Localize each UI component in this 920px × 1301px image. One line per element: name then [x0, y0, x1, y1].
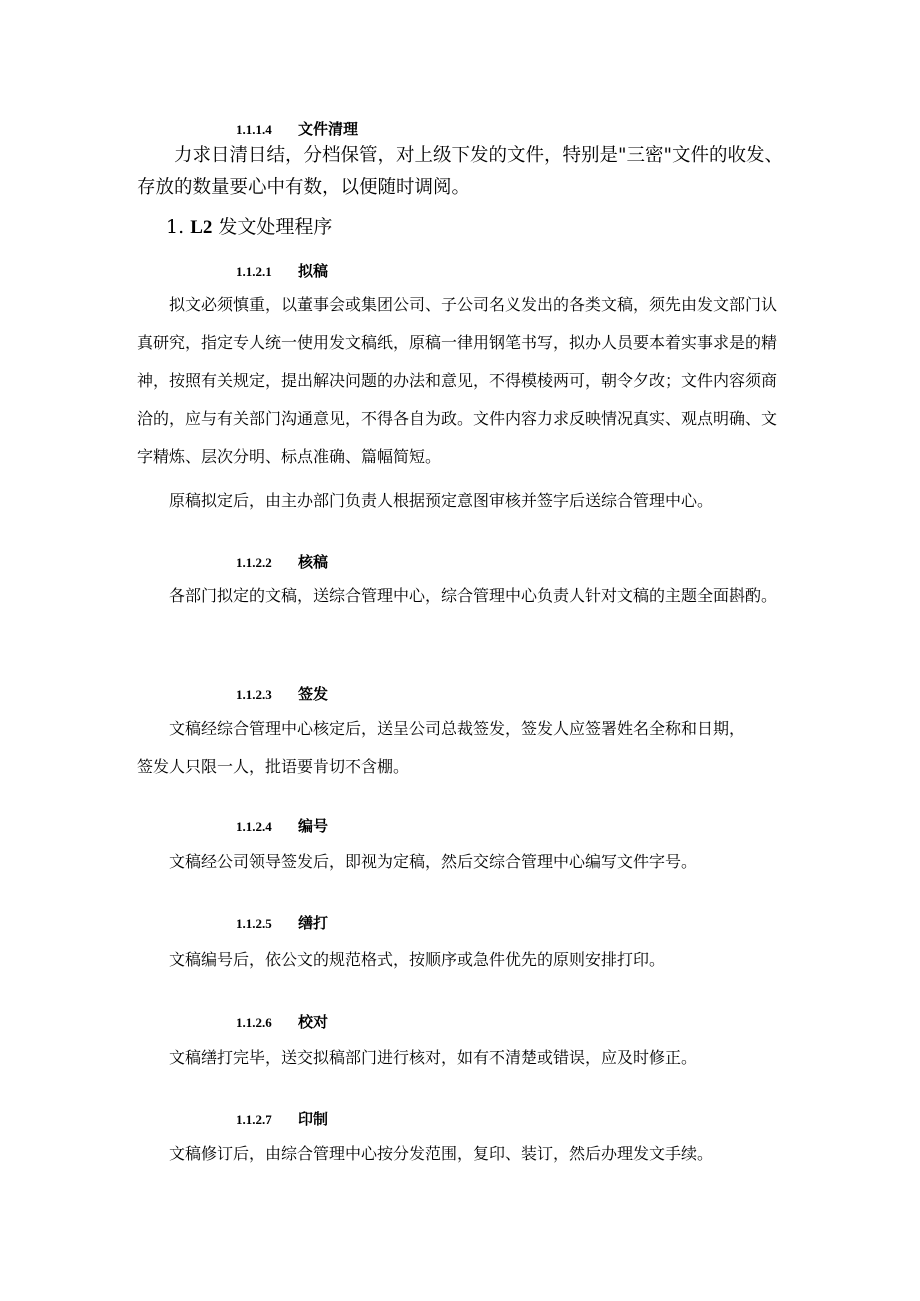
section-title: 印制	[298, 1110, 329, 1128]
level2-title: 发文处理程序	[218, 216, 333, 238]
section-title: 编号	[298, 817, 329, 835]
paragraph-sign: 文稿经综合管理中心核定后，送呈公司总裁签发，签发人应签署姓名全称和日期，签发人只限一人，批语要肯切不含棚。	[137, 719, 746, 776]
section-heading-1-1-2-3	[236, 683, 328, 704]
paragraph-review: 各部门拟定的文稿，送综合管理中心，综合管理中心负责人针对文稿的主题全面斟酌。	[169, 586, 778, 605]
section-title: 缮打	[298, 914, 329, 932]
level2-number: L2	[190, 217, 213, 238]
section-heading-1-1-2-2	[236, 551, 328, 572]
section-title: 拟稿	[298, 262, 329, 280]
section-heading-1-1-1-4	[236, 118, 358, 139]
level2-prefix: 1.	[166, 216, 185, 238]
paragraph-draft-2: 原稿拟定后，由主办部门负责人根据预定意图审核并签字后送综合管理中心。	[169, 491, 714, 510]
section-title: 核稿	[298, 553, 329, 571]
section-number: 1.1.2.4	[236, 819, 272, 834]
section-number: 1.1.2.7	[236, 1112, 272, 1127]
section-heading-1-1-2-7	[236, 1108, 328, 1129]
section-heading-1-1-2-1	[236, 260, 328, 281]
paragraph-print: 文稿修订后，由综合管理中心按分发范围，复印、装订，然后办理发文手续。	[169, 1144, 714, 1163]
paragraph-type: 文稿编号后，依公文的规范格式，按顺序或急件优先的原则安排打印。	[169, 950, 666, 969]
section-heading-1-1-2-5	[236, 912, 328, 933]
section-number: 1.1.2.3	[236, 687, 272, 702]
level2-heading	[166, 212, 332, 239]
paragraph-file-cleanup: 力求日清日结，分档保管，对上级下发的文件，特别是"三密"文件的收发、存放的数量要心中有数，以便随时调阅。	[137, 145, 784, 198]
paragraph-draft-1: 拟文必须慎重，以董事会或集团公司、子公司名义发出的各类文稿，须先由发文部门认真研究，指定专人统一使用发文稿纸，原稿一律用钢笔书写，拟办人员要本着实事求是的精神，按照有关规定，提出解决问题的办法和意见，不得模棱两可，朝令夕改；文件内容须商洽的，应与有关部门沟通意见，不得各自为政。文件内容力求反映情况真实、观点明确、文字精炼、层次分明、标点准确、篇幅简短。	[137, 295, 778, 466]
section-number: 1.1.2.1	[236, 264, 272, 279]
section-title: 校对	[298, 1013, 329, 1031]
paragraph-proof: 文稿缮打完毕，送交拟稿部门进行核对，如有不清楚或错误，应及时修正。	[169, 1048, 698, 1067]
section-title: 文件清理	[298, 120, 359, 138]
paragraph-number: 文稿经公司领导签发后，即视为定稿，然后交综合管理中心编写文件字号。	[169, 852, 698, 871]
section-number: 1.1.2.2	[236, 555, 272, 570]
section-heading-1-1-2-4	[236, 815, 328, 836]
section-number: 1.1.1.4	[236, 122, 272, 137]
section-number: 1.1.2.5	[236, 916, 272, 931]
section-number: 1.1.2.6	[236, 1015, 272, 1030]
section-heading-1-1-2-6	[236, 1011, 328, 1032]
section-title: 签发	[298, 685, 329, 703]
